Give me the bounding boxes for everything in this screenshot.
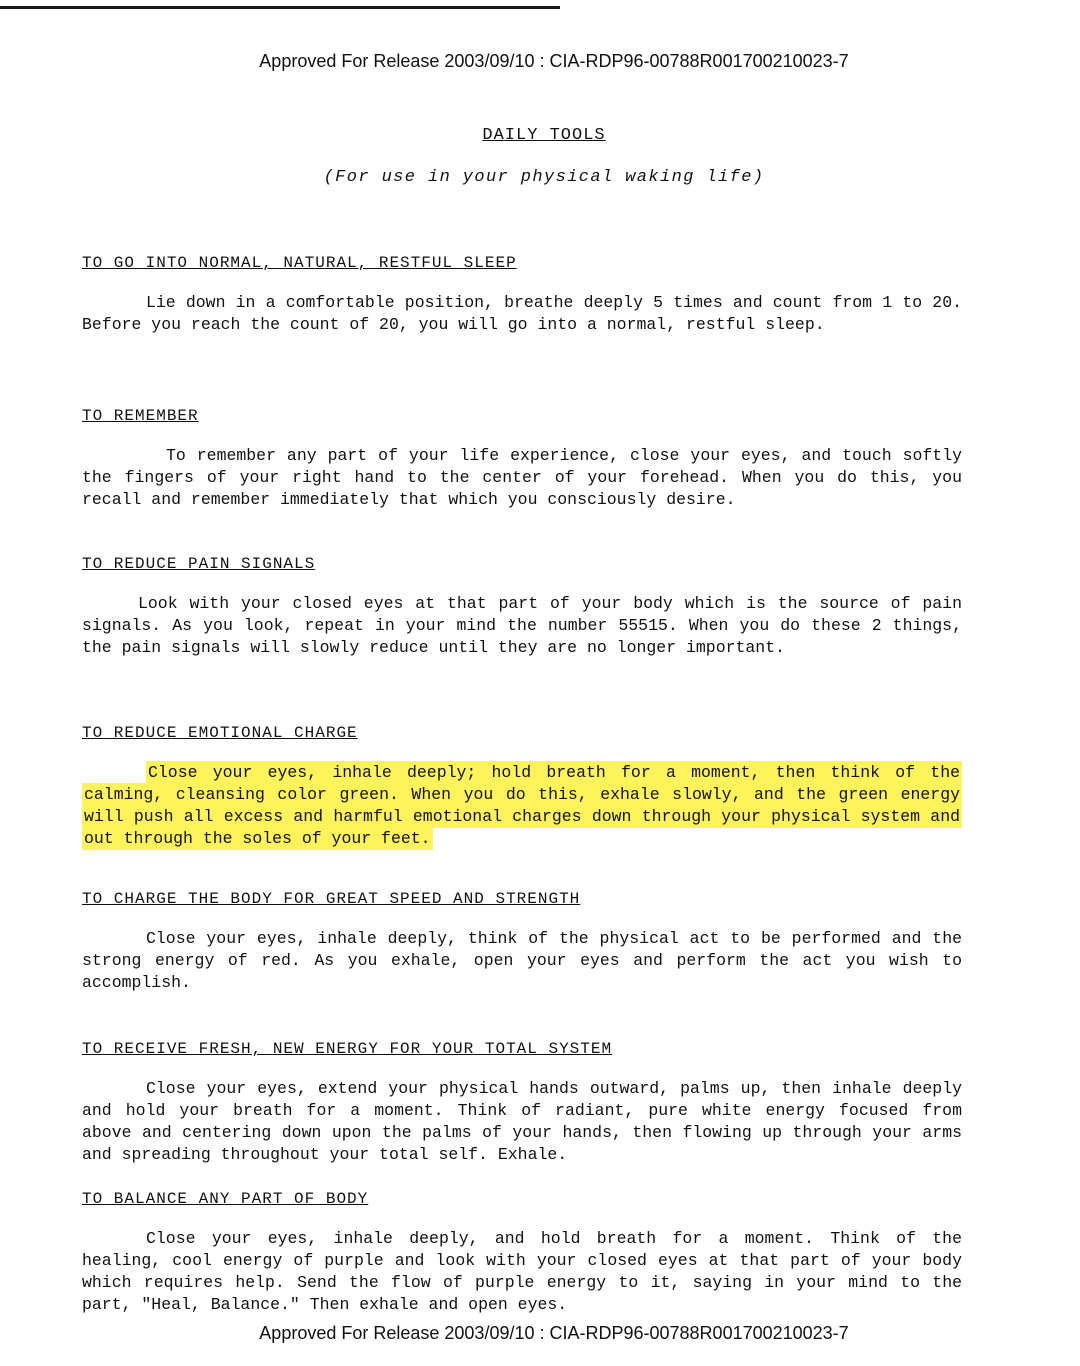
document-subtitle: (For use in your physical waking life) [323, 168, 765, 187]
section-pain [82, 555, 962, 659]
section-body: Close your eyes, inhale deeply, and hold breath for a moment. Think of the healing, cool energy of purple and look with your closed eyes at that part of your body which requires help. Send the flow of purple energy to it, saying in your mind to the part, "Heal, Balance." Then exhale and open eyes. [82, 1229, 962, 1314]
section-heading: TO GO INTO NORMAL, NATURAL, RESTFUL SLEEP [82, 254, 517, 272]
section-body: Close your eyes, extend your physical hands outward, palms up, then inhale deeply and hold your breath for a moment. Think of radiant, pure white energy focused from above and centering down upon the palms of your hands, then flowing up through your arms and spreading throughout your total self. Exhale. [82, 1079, 962, 1164]
release-header: Approved For Release 2003/09/10 : CIA-RDP96-00788R001700210023-7 [259, 51, 849, 71]
section-heading: TO REMEMBER [82, 407, 199, 425]
section-emotional [82, 724, 962, 850]
section-fresh-energy [82, 1040, 962, 1166]
section-remember [82, 407, 962, 511]
section-balance [82, 1190, 962, 1316]
section-sleep [82, 254, 962, 336]
release-footer: Approved For Release 2003/09/10 : CIA-RDP96-00788R001700210023-7 [259, 1323, 849, 1343]
section-body: Look with your closed eyes at that part of your body which is the source of pain signals. As you look, repeat in your mind the number 55515. When you do these 2 things, the pain signals will slowly reduce until they are no longer important. [82, 594, 962, 657]
top-rule [0, 6, 560, 9]
section-heading: TO BALANCE ANY PART OF BODY [82, 1190, 369, 1208]
section-heading: TO REDUCE PAIN SIGNALS [82, 555, 316, 573]
section-body: Lie down in a comfortable position, breathe deeply 5 times and count from 1 to 20. Before you reach the count of 20, you will go into a normal, restful sleep. [82, 293, 962, 334]
highlighted-text: Close your eyes, inhale deeply; hold breath for a moment, then think of the calming, cleansing color green. When you do this, exhale slowly, and the green energy will push all excess and harmful emotional charges down through your physical system and out through the soles of your feet. [84, 763, 960, 848]
section-heading: TO RECEIVE FRESH, NEW ENERGY FOR YOUR TOTAL SYSTEM [82, 1040, 613, 1058]
section-speed-strength [82, 890, 962, 994]
section-heading: TO REDUCE EMOTIONAL CHARGE [82, 724, 358, 742]
section-heading: TO CHARGE THE BODY FOR GREAT SPEED AND STRENGTH [82, 890, 581, 908]
section-body: To remember any part of your life experience, close your eyes, and touch softly the fingers of your right hand to the center of your forehead. When you do this, you recall and remember immediately that which you consciously desire. [82, 446, 962, 509]
document-title: DAILY TOOLS [482, 126, 606, 145]
section-body [82, 762, 962, 850]
section-body: Close your eyes, inhale deeply, think of the physical act to be performed and the strong energy of red. As you exhale, open your eyes and perform the act you wish to accomplish. [82, 929, 962, 992]
